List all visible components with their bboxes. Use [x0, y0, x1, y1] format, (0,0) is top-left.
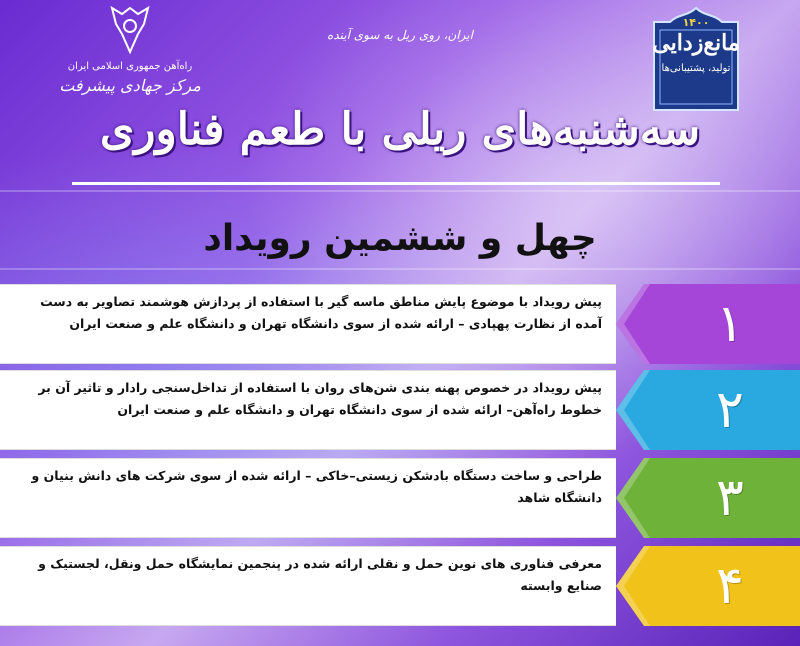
- badge-sub-text: تولید، پشتیبانی‌ها: [661, 63, 731, 74]
- page-title: سه‌شنبه‌های ریلی با طعم فناوری: [99, 104, 701, 155]
- badge-year: ۱۴۰۰: [682, 16, 710, 29]
- list-item: [0, 370, 800, 450]
- item-text: پیش رویداد در خصوص پهنه بندی شن‌های روان با استفاده از تداخل‌سنجی رادار و تاثیر آن بر خطوط راه‌آهن– ارائه شده از سوی دانشگاه تهران و دانشگاه علم و صنعت ایران: [0, 370, 616, 450]
- background-stripe: [0, 190, 800, 192]
- title-underline: [72, 182, 720, 185]
- event-subtitle: چهل و ششمین رویداد: [203, 218, 597, 259]
- list-item: [0, 284, 800, 364]
- org-name: راه‌آهن جمهوری اسلامی ایران: [67, 61, 193, 72]
- item-number: ۱: [716, 294, 744, 354]
- item-text: پیش رویداد با موضوع پایش مناطق ماسه گیر با استفاده از پردازش هوشمند تصاویر به دست آمده از نظارت پهپادی – ارائه شده از سوی دانشگاه تهران و دانشگاه علم و صنعت ایران: [0, 284, 616, 364]
- item-number: ۳: [716, 468, 744, 528]
- org-subname: مرکز جهادی پیشرفت: [59, 76, 201, 95]
- list-item: [0, 458, 800, 538]
- item-number: ۲: [716, 380, 744, 440]
- background-stripe: [0, 268, 800, 270]
- item-number: ۴: [716, 556, 744, 616]
- rail-logo: [30, 4, 230, 95]
- list-item: [0, 546, 800, 626]
- year-badge: [652, 6, 740, 114]
- badge-main-text: مانع‌زدایی: [652, 30, 740, 56]
- item-text: معرفی فناوری های نوین حمل و نقلی ارائه شده در پنجمین نمایشگاه حمل ونقل، لجستیک و صنایع وابسته: [0, 546, 616, 626]
- slogan: ایران، روی ریل به سوی آینده: [327, 28, 473, 42]
- item-text: طراحی و ساخت دستگاه بادشکن زیستی–خاکی – ارائه شده از سوی شرکت های دانش بنیان و دانشگاه شاهد: [0, 458, 616, 538]
